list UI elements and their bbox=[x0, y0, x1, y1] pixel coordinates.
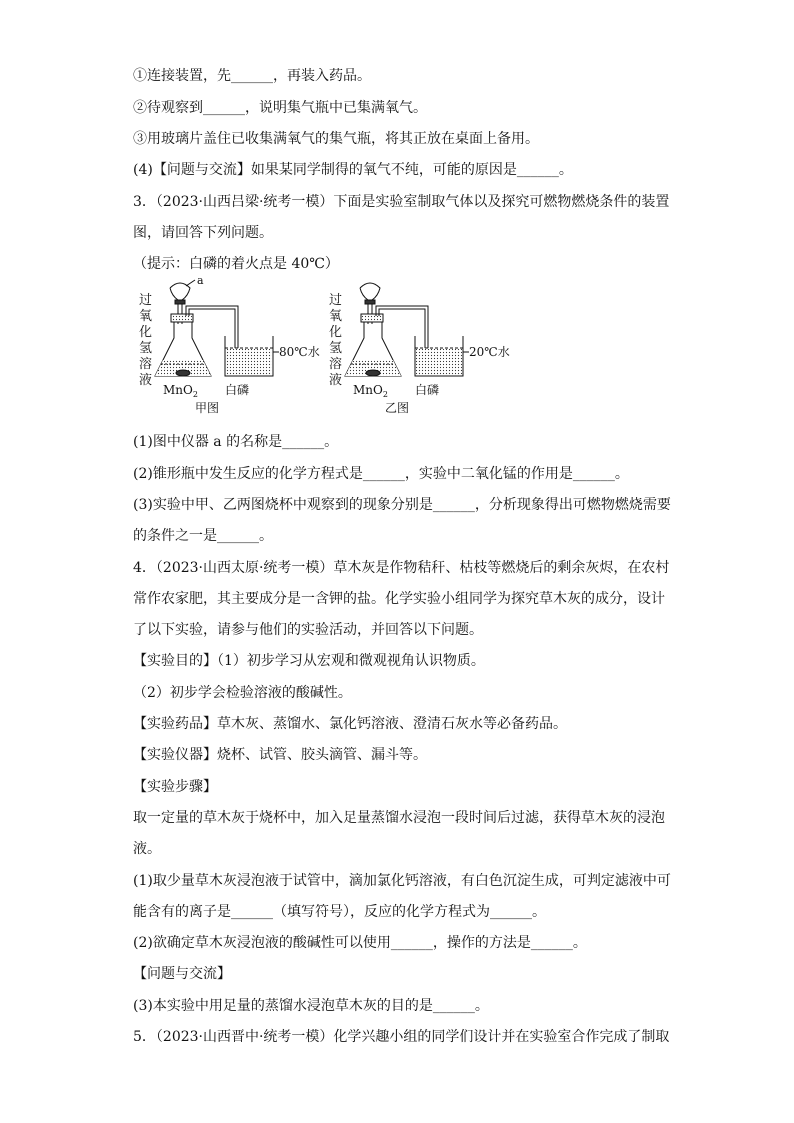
right-vertical-label bbox=[329, 292, 342, 388]
left-vertical-char: 溶 bbox=[139, 357, 153, 372]
q3-part-3-line-1: (3)实验中甲、乙两图烧杯中观察到的现象分别是______，分析现象得出可燃物燃烧需要 bbox=[133, 497, 671, 513]
label-a: a bbox=[197, 276, 204, 287]
q4-stem-line-1: 4．（2023·山西太原·统考一模）草木灰是作物秸秆、枯枝等燃烧后的剩余灰烬，在农村 bbox=[133, 560, 670, 576]
q4-part-1-line-1: (1)取少量草木灰浸泡液于试管中，滴加氯化钙溶液，有白色沉淀生成，可判定滤液中可 bbox=[133, 873, 671, 889]
q4-reagents: 【实验药品】草木灰、蒸馏水、氯化钙溶液、澄清石灰水等必备药品。 bbox=[133, 716, 567, 732]
q4-steps-line-2: 液。 bbox=[133, 841, 161, 857]
q4-part-1-line-2: 能含有的离子是______（填写符号），反应的化学方程式为______。 bbox=[133, 904, 546, 920]
q4-part-2: (2)欲确定草木灰浸泡液的酸碱性可以使用______，操作的方法是______。 bbox=[133, 935, 587, 951]
q4-stem-line-2: 常作农家肥，其主要成分是一含钾的盐。化学实验小组同学为探究草木灰的成分，设计 bbox=[133, 591, 665, 607]
right-phosphorus-label: 白磷 bbox=[415, 383, 440, 397]
right-water-label: 20℃水 bbox=[469, 345, 510, 359]
apparatus-figure bbox=[133, 276, 533, 426]
q3-part-1: (1)图中仪器 a 的名称是______。 bbox=[133, 434, 339, 450]
q5-stem-line-1: 5．（2023·山西晋中·统考一模）化学兴趣小组的同学们设计并在实验室合作完成了制取 bbox=[133, 1029, 670, 1045]
q3-stem-line-2: 图，请回答下列问题。 bbox=[133, 225, 273, 241]
left-vertical-char: 液 bbox=[139, 373, 153, 388]
q2-step-1: ①连接装置，先______，再装入药品。 bbox=[133, 68, 371, 84]
q2-part-4: (4)【问题与交流】如果某同学制得的氧气不纯，可能的原因是______。 bbox=[133, 162, 573, 178]
right-vertical-char: 溶 bbox=[329, 357, 343, 372]
q4-part-3: (3)本实验中用足量的蒸馏水浸泡草木灰的目的是______。 bbox=[133, 998, 489, 1014]
q3-part-3-line-2: 的条件之一是______。 bbox=[133, 528, 273, 544]
right-vertical-char: 化 bbox=[329, 325, 343, 340]
q4-instruments: 【实验仪器】烧杯、试管、胶头滴管、漏斗等。 bbox=[133, 747, 427, 763]
right-conical-flask bbox=[345, 314, 401, 376]
left-vertical-char: 氢 bbox=[139, 341, 153, 356]
q4-stem-line-3: 了以下实验，请参与他们的实验活动，并回答以下问题。 bbox=[133, 622, 483, 638]
q3-hint: （提示：白磷的着火点是 40℃） bbox=[133, 256, 339, 272]
left-caption: 甲图 bbox=[195, 401, 220, 415]
left-mno2-label: MnO$_2$ bbox=[163, 383, 198, 399]
left-phosphorus-label: 白磷 bbox=[225, 383, 250, 397]
q2-step-3: ③用玻璃片盖住已收集满氧气的集气瓶，将其正放在桌面上备用。 bbox=[133, 131, 539, 147]
right-caption: 乙图 bbox=[385, 401, 410, 415]
q3-stem-line-1: 3．（2023·山西吕梁·统考一模）下面是实验室制取气体以及探究可燃物燃烧条件的装置 bbox=[133, 194, 670, 210]
right-beaker bbox=[415, 336, 469, 376]
q4-steps-line-1: 取一定量的草木灰于烧杯中，加入足量蒸馏水浸泡一段时间后过滤，获得草木灰的浸泡 bbox=[133, 810, 665, 826]
left-conical-flask bbox=[155, 314, 211, 376]
right-vertical-char: 氧 bbox=[329, 309, 343, 324]
right-vertical-char: 过 bbox=[329, 293, 343, 308]
left-water-label: 80℃水 bbox=[279, 345, 320, 359]
right-vertical-char: 氢 bbox=[329, 341, 343, 356]
left-beaker bbox=[225, 336, 279, 376]
left-vertical-char: 化 bbox=[139, 325, 153, 340]
q4-steps-heading: 【实验步骤】 bbox=[133, 779, 217, 795]
q3-part-2: (2)锥形瓶中发生反应的化学方程式是______，实验中二氧化锰的作用是______。 bbox=[133, 466, 629, 482]
apparatus-svg bbox=[133, 276, 533, 426]
q4-purpose-1: 【实验目的】（1）初步学习从宏观和微观视角认识物质。 bbox=[133, 653, 485, 669]
q2-step-2: ②待观察到______，说明集气瓶中已集满氧气。 bbox=[133, 100, 427, 116]
left-vertical-char: 过 bbox=[139, 293, 153, 308]
right-mno2-label: MnO$_2$ bbox=[353, 383, 388, 399]
right-vertical-char: 液 bbox=[329, 373, 343, 388]
q4-purpose-2: （2）初步学会检验溶液的酸碱性。 bbox=[133, 685, 352, 701]
left-vertical-label bbox=[139, 292, 152, 388]
q4-discussion-heading: 【问题与交流】 bbox=[133, 966, 231, 982]
left-vertical-char: 氧 bbox=[139, 309, 153, 324]
